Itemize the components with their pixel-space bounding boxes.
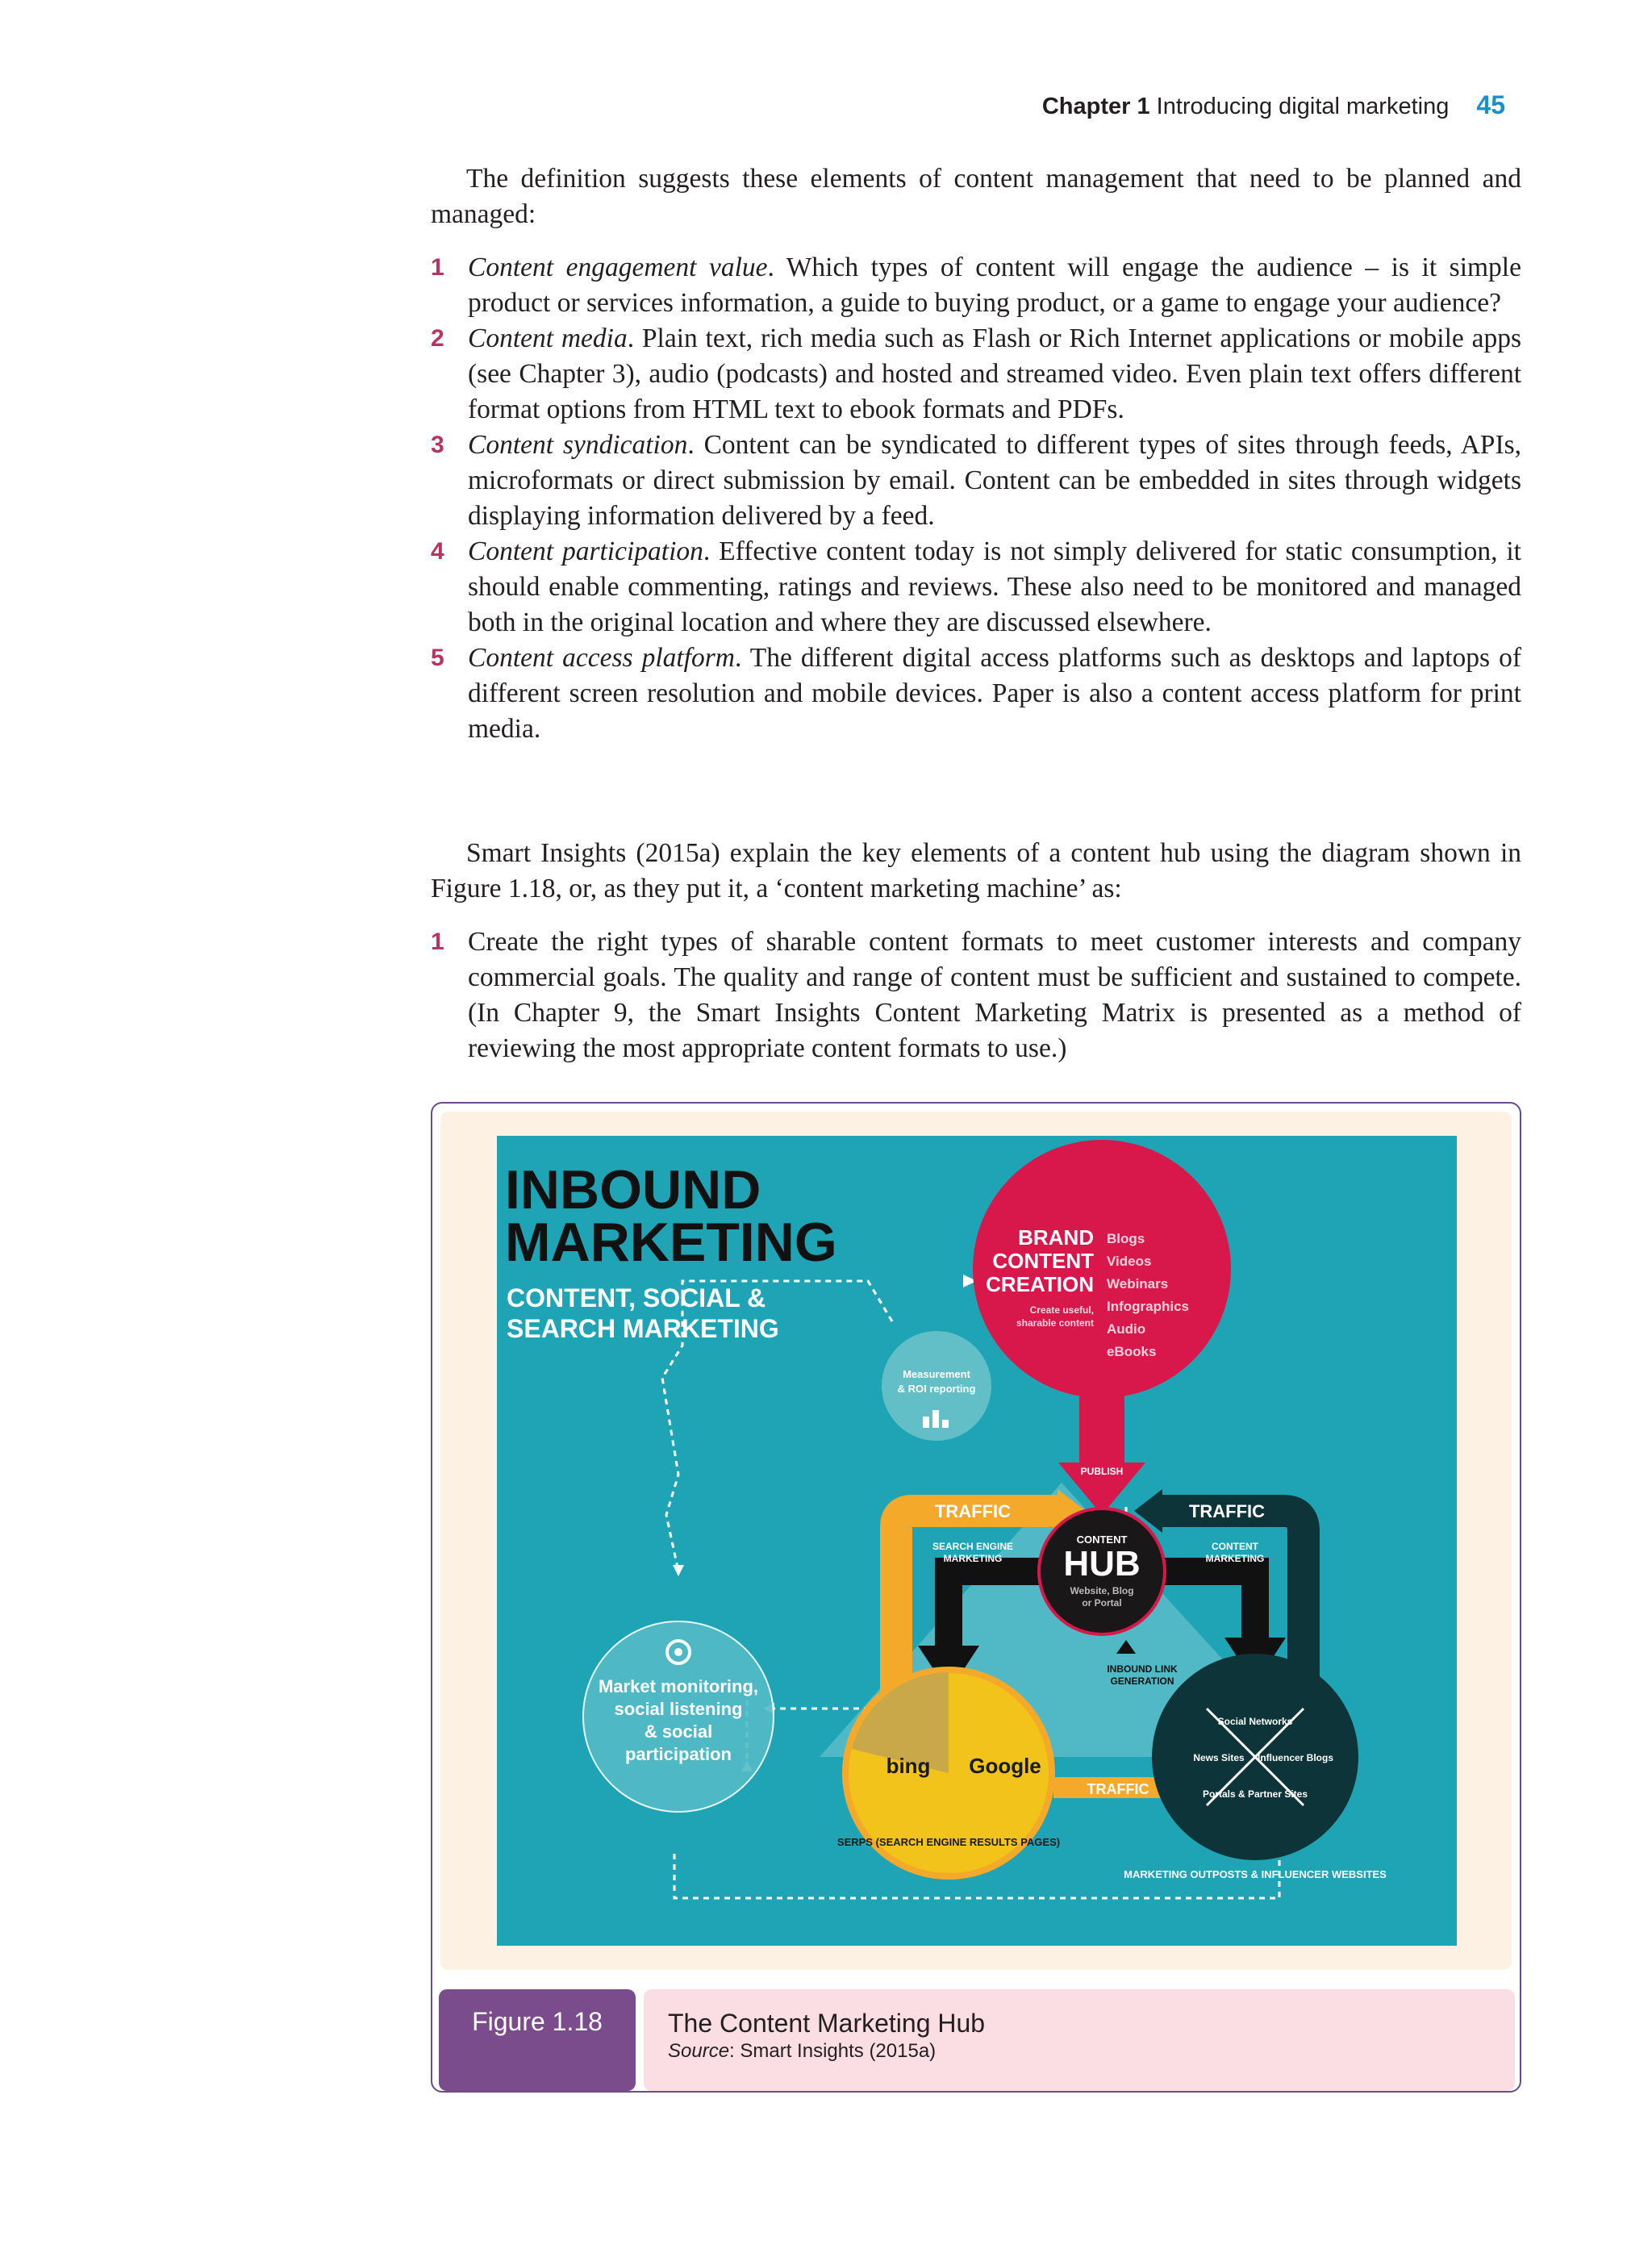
list-item: 1 Content engagement value. Which types of content will engage the audience – is it simple product or services information, a guide to buying product, or a game to engage your audience?: [431, 252, 1521, 318]
subtitle-line-2: SEARCH MARKETING: [507, 1314, 779, 1343]
content-hub-paragraph: Smart Insights (2015a) explain the key elements of a content hub using the diagram shown in Figure 1.18, or, as they put it, a ‘content marketing machine’ as:: [431, 838, 1521, 903]
list-item: 3 Content syndication. Content can be syndicated to different types of sites through feeds, APIs, microformats or direct submission by email. Content can be embedded in sites through widgets displaying information delivered by a feed.: [431, 430, 1522, 531]
svg-text:Videos: Videos: [1107, 1254, 1152, 1269]
running-header: [1042, 90, 1505, 120]
subtitle-line-1: CONTENT, SOCIAL &: [507, 1283, 766, 1312]
svg-text:Market monitoring,: Market monitoring,: [598, 1676, 759, 1696]
brand-line-2: CONTENT: [992, 1249, 1094, 1273]
svg-text:& social: & social: [644, 1721, 713, 1742]
figure-label: Figure 1.18: [439, 1989, 636, 2091]
publish-arrow-shaft: [1079, 1394, 1124, 1467]
brand-sub-1: Create useful,: [1029, 1304, 1094, 1316]
google-label: Google: [969, 1754, 1041, 1778]
figure-caption: [644, 1989, 1515, 2091]
svg-text:Portals & Partner Sites: Portals & Partner Sites: [1202, 1788, 1308, 1800]
list-item: 1 Create the right types of sharable content formats to meet customer interests and company commercial goals. The quality and range of content must be sufficient and sustained to compete. (In Chapter 9, the Smart Insights Content Marketing Matrix is presented as a method of reviewing the most appropriate content formats to use.): [431, 927, 1521, 1063]
inbound-line-1: INBOUND LINK: [1107, 1663, 1178, 1675]
svg-text:Webinars: Webinars: [1107, 1276, 1169, 1292]
chapter-title: Introducing digital marketing: [1156, 94, 1450, 119]
serps-label: SERPS (SEARCH ENGINE RESULTS PAGES): [836, 1836, 1061, 1848]
traffic-label-left: TRAFFIC: [934, 1501, 1012, 1521]
cm-line-2: MARKETING: [1205, 1553, 1265, 1564]
svg-text:eBooks: eBooks: [1107, 1344, 1157, 1359]
outposts-label: MARKETING OUTPOSTS & INFLUENCER WEBSITES: [1124, 1868, 1387, 1880]
svg-text:Social Networks: Social Networks: [1217, 1716, 1293, 1727]
svg-text:Blogs: Blogs: [1107, 1231, 1145, 1246]
svg-text:Infographics: Infographics: [1107, 1299, 1190, 1314]
svg-text:social listening: social listening: [614, 1699, 743, 1719]
hub-sub-1: Website, Blog: [1070, 1585, 1134, 1596]
title-line-1: INBOUND: [505, 1159, 761, 1221]
inbound-line-2: GENERATION: [1110, 1675, 1174, 1687]
sem-line-2: MARKETING: [943, 1553, 1003, 1564]
list-item: 5 Content access platform. The different digital access platforms such as desktops and laptops of different screen resolution and mobile devices. Paper is also a content access platform for print media.: [431, 643, 1521, 744]
brand-line-3: CREATION: [986, 1272, 1094, 1296]
measurement-line-1: Measurement: [903, 1368, 970, 1380]
intro-paragraph: The definition suggests these elements of content management that need to be planned and managed:: [431, 164, 1521, 229]
content-elements-list: [431, 250, 1521, 747]
measurement-line-2: & ROI reporting: [897, 1383, 976, 1395]
inbound-marketing-infographic: [497, 1136, 1457, 1946]
hub-sub-2: or Portal: [1082, 1597, 1122, 1609]
svg-text:News Sites: News Sites: [1193, 1752, 1245, 1763]
list-item: 4 Content participation. Effective content today is not simply delivered for static consumption, it should enable commenting, ratings and reviews. These also need to be monitored and managed both in the original location and where they are discussed elsewhere.: [431, 536, 1521, 637]
list-item: 2 Content media. Plain text, rich media such as Flash or Rich Internet applications or mobile apps (see Chapter 3), audio (podcasts) and hosted and streamed video. Even plain text offers different format options from HTML text to ebook formats and PDFs.: [431, 323, 1521, 424]
svg-text:Audio: Audio: [1107, 1321, 1146, 1337]
figure-source: Source: Smart Insights (2015a): [668, 2040, 937, 2062]
cm-line-1: CONTENT: [1212, 1541, 1258, 1552]
svg-text:participation: participation: [624, 1744, 732, 1764]
publish-label: PUBLISH: [1080, 1466, 1124, 1477]
title-line-2: MARKETING: [505, 1212, 837, 1273]
chapter-label: Chapter 1: [1041, 94, 1150, 119]
bing-label: bing: [886, 1754, 931, 1778]
svg-text:Influencer Blogs: Influencer Blogs: [1257, 1752, 1334, 1763]
content-machine-list: [431, 924, 1521, 1066]
page-number: 45: [1476, 90, 1505, 119]
brand-line-1: BRAND: [1018, 1225, 1094, 1250]
sem-line-1: SEARCH ENGINE: [932, 1541, 1014, 1552]
figure-title: The Content Marketing Hub: [668, 2009, 986, 2038]
hub-label: HUB: [1063, 1544, 1141, 1584]
hub-label-small: CONTENT: [1076, 1534, 1128, 1546]
traffic-label-right: TRAFFIC: [1188, 1501, 1266, 1521]
brand-sub-2: sharable content: [1016, 1317, 1094, 1329]
traffic-label-bottom: TRAFFIC: [1087, 1781, 1149, 1797]
